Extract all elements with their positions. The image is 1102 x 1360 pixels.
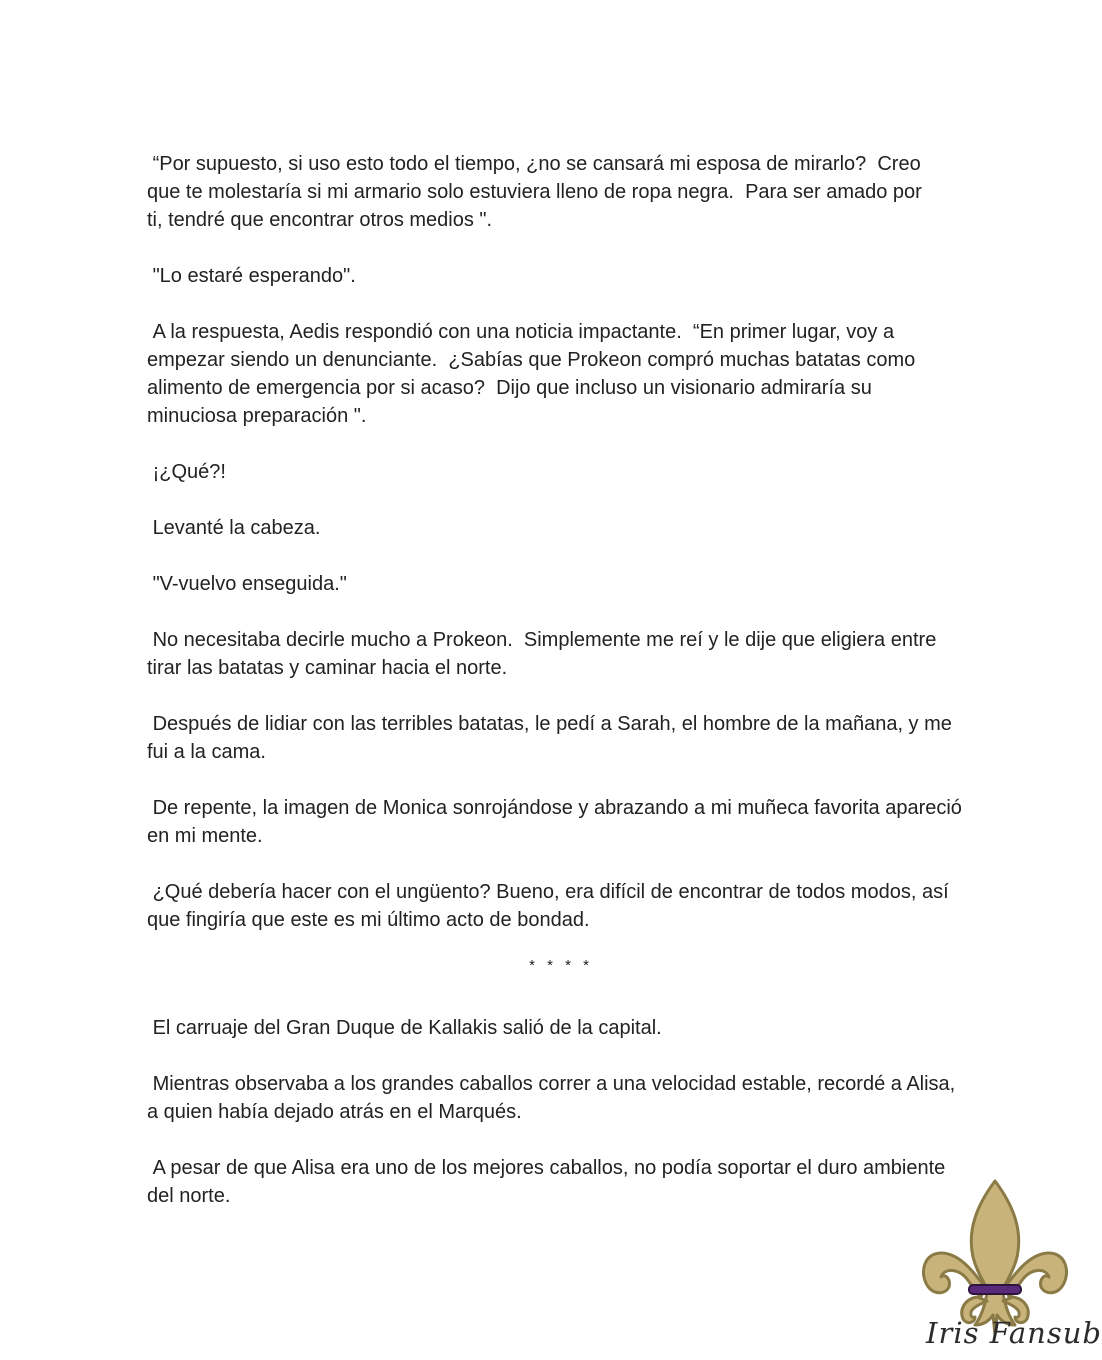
paragraph-13: A pesar de que Alisa era uno de los mejores caballos, no podía soportar el duro ambiente del norte. xyxy=(147,1157,951,1207)
paragraph-10: ¿Qué debería hacer con el ungüento? Bueno, era difícil de encontrar de todos modos, así que fingiría que este es mi último acto de bondad. xyxy=(147,881,955,931)
paragraph-2: "Lo estaré esperando". xyxy=(147,265,356,287)
paragraph-8: Después de lidiar con las terribles batatas, le pedí a Sarah, el hombre de la mañana, y me fui a la cama. xyxy=(147,713,958,763)
paragraph-6: "V-vuelvo enseguida." xyxy=(147,573,347,595)
paragraph-4: ¡¿Qué?! xyxy=(147,461,226,483)
paragraph-11: El carruaje del Gran Duque de Kallakis salió de la capital. xyxy=(147,1017,662,1039)
document-body xyxy=(147,150,967,1238)
scene-separator: * * * * xyxy=(529,957,593,974)
watermark-text: Iris Fansub xyxy=(926,1316,1102,1350)
paragraph-5: Levanté la cabeza. xyxy=(147,517,321,539)
paragraph-1: “Por supuesto, si uso esto todo el tiempo, ¿no se cansará mi esposa de mirarlo? Creo que te molestaría si mi armario solo estuviera lleno de ropa negra. Para ser amado por ti, tendré que encontrar otros medios ". xyxy=(147,153,928,231)
paragraph-7: No necesitaba decirle mucho a Prokeon. Simplemente me reí y le dije que eligiera entre tirar las batatas y caminar hacia el norte. xyxy=(147,629,942,679)
paragraph-12: Mientras observaba a los grandes caballos correr a una velocidad estable, recordé a Alisa, a quien había dejado atrás en el Marqués. xyxy=(147,1073,961,1123)
paragraph-3: A la respuesta, Aedis respondió con una noticia impactante. “En primer lugar, voy a empezar siendo un denunciante. ¿Sabías que Prokeon compró muchas batatas como alimento de emergencia por si acaso? Dijo que incluso un visionario admiraría su minuciosa preparación ". xyxy=(147,321,921,427)
paragraph-9: De repente, la imagen de Monica sonrojándose y abrazando a mi muñeca favorita apareció en mi mente. xyxy=(147,797,968,847)
